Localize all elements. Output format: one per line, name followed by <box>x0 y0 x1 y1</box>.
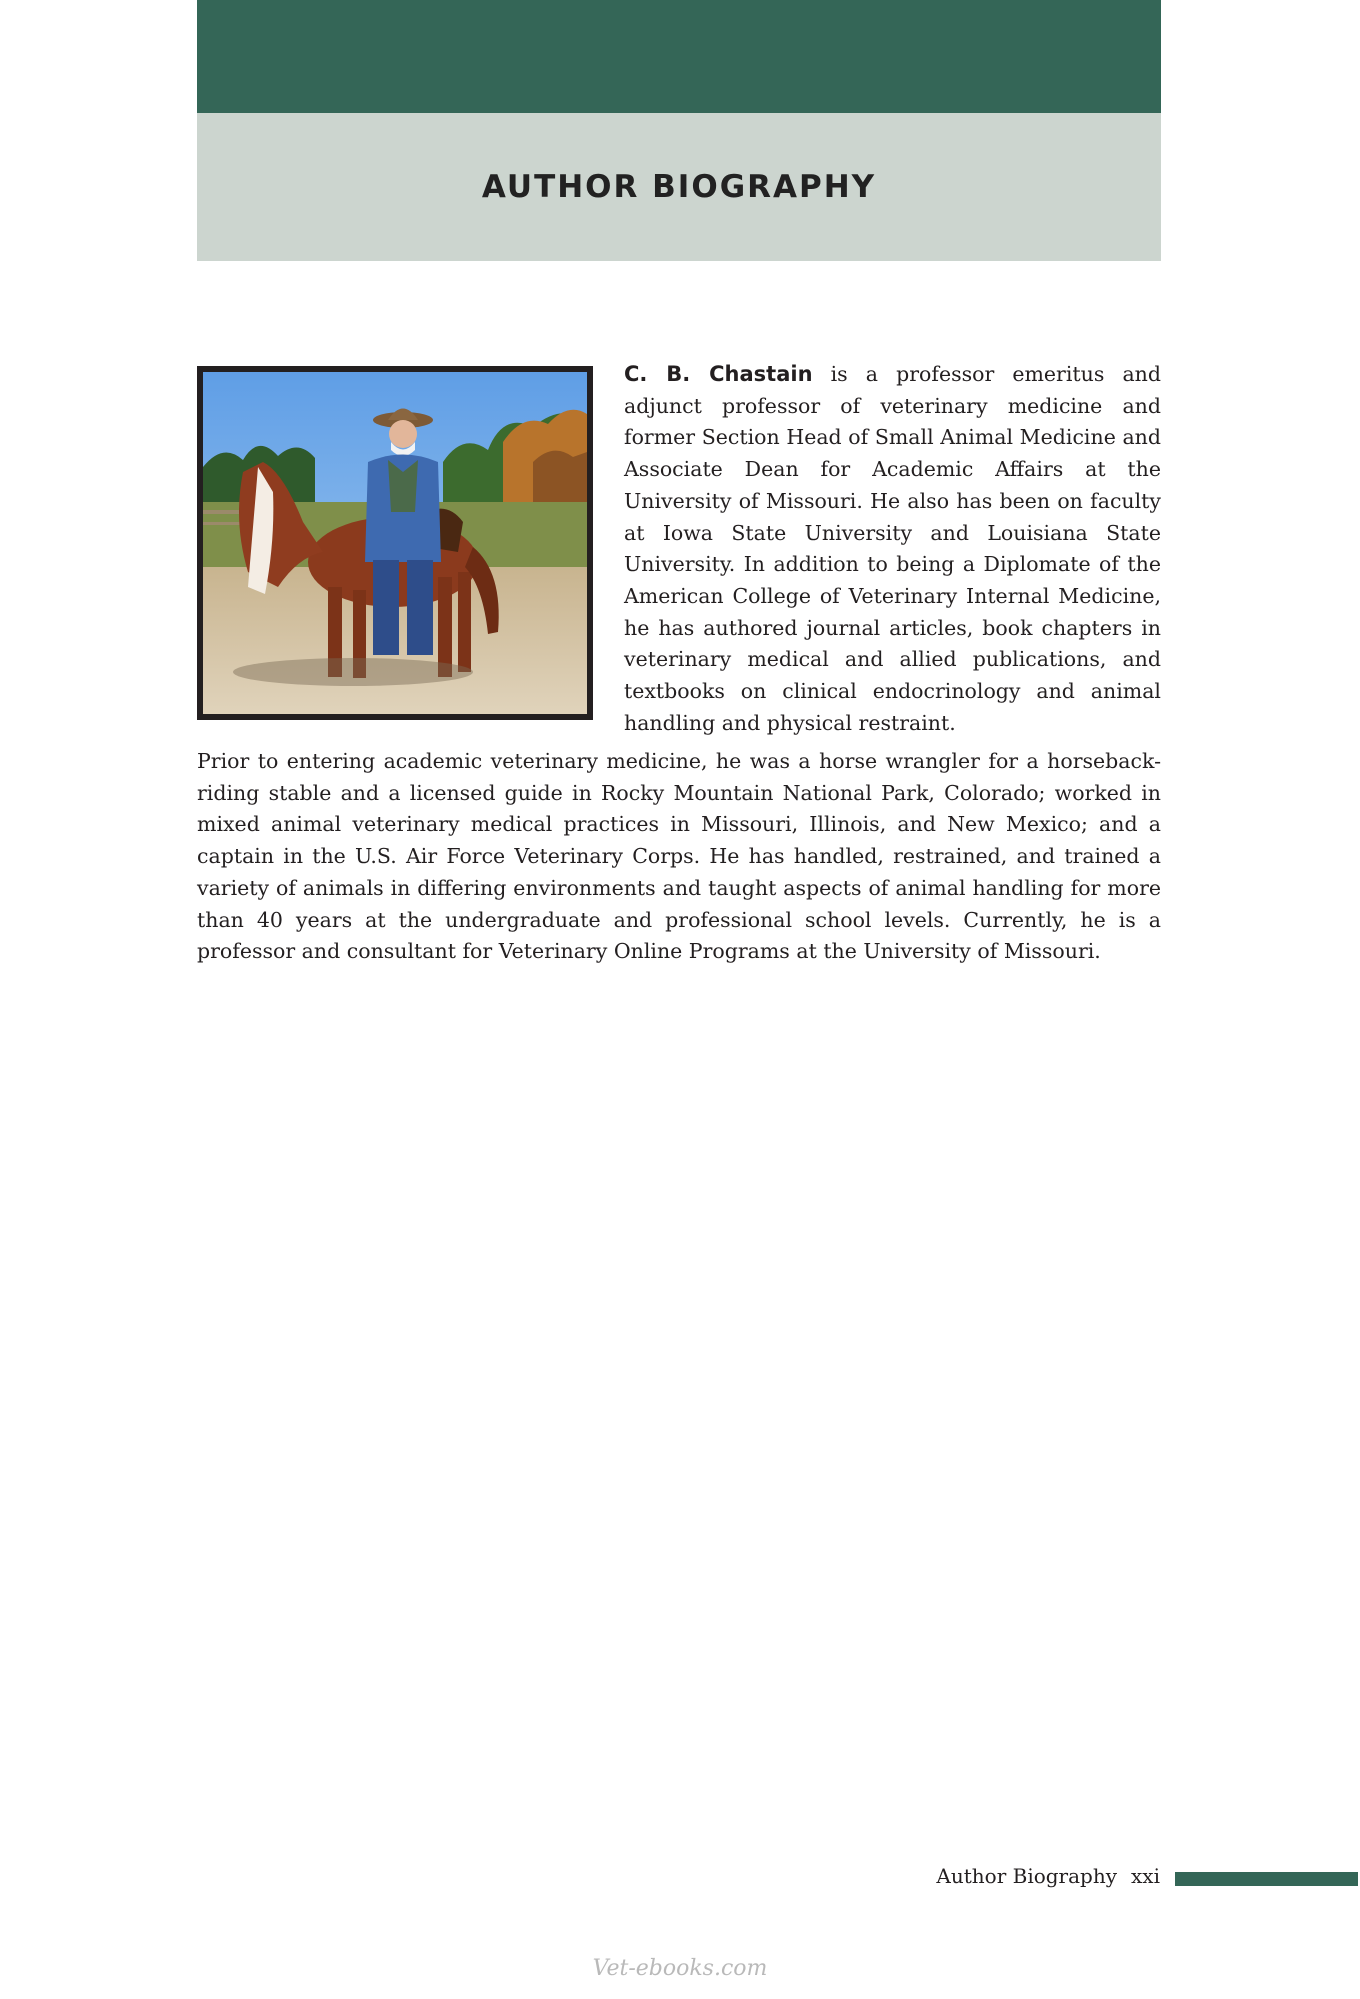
running-title: Author Biography <box>936 1864 1118 1888</box>
running-footer <box>936 1864 1160 1888</box>
watermark: Vet-ebooks.com <box>592 1956 768 1981</box>
header-top-bar <box>197 0 1161 113</box>
bio-intro-text: is a professor emeritus and adjunct professor of veterinary medicine and former Section Head of Small Animal Medicine and Associate Dean for Academic Affairs at the University of Missouri. He also has been on faculty at Iowa State University and Louisiana State University. In addition to being a Diplomate of the American College of Veterinary Internal Medicine, he has authored journal articles, book chapters in veterinary medical and allied publications, and textbooks on clinical endocrinology and animal handling and physical restraint. <box>624 362 1161 735</box>
author-photo <box>197 366 593 720</box>
bio-second-paragraph: Prior to entering academic veterinary medicine, he was a horse wrangler for a horseback-riding stable and a licensed guide in Rocky Mountain National Park, Colorado; worked in mixed animal veterinary medical practices in Missouri, Illinois, and New Mexico; and a captain in the U.S. Air Force Veterinary Corps. He has handled, restrained, and trained a variety of animals in differing environments and taught aspects of animal handling for more than 40 years at the undergraduate and professional school levels. Currently, he is a professor and consultant for Veterinary Online Programs at the University of Missouri. <box>197 749 1161 964</box>
footer-accent-bar <box>1175 1872 1358 1886</box>
title-band <box>197 113 1161 261</box>
bio-intro-paragraph <box>624 359 1161 739</box>
page-title: AUTHOR BIOGRAPHY <box>481 169 877 205</box>
page-footer <box>0 1864 1360 1894</box>
page-number: xxi <box>1131 1864 1160 1888</box>
author-name: C. B. Chastain <box>624 362 813 386</box>
author-with-horse-photo <box>203 372 587 714</box>
